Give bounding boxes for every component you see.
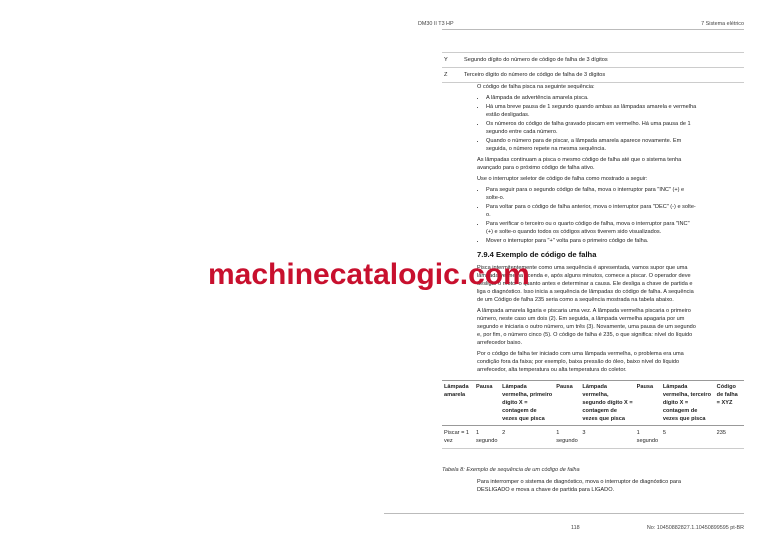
column-header: Lâmpada vermelha, primeiro dígito X = contagem de vezes que pisca bbox=[500, 381, 554, 426]
paragraph: Use o interruptor seletor de código de falha como mostrado a seguir: bbox=[477, 176, 648, 182]
paragraph: O código de falha pisca na seguinte sequência: bbox=[477, 84, 595, 90]
column-header: Pausa bbox=[474, 381, 500, 426]
table-cell: 2 bbox=[500, 426, 554, 449]
definition-value: Segundo dígito do número de código de falha de 3 dígitos bbox=[462, 53, 744, 68]
definition-value: Terceiro dígito do número de código de falha de 3 dígitos bbox=[462, 68, 744, 83]
paragraph: Para interromper o sistema de diagnóstico, mova o interruptor de diagnóstico para DESLIGADO e mova a chave de partida para LIGADO. bbox=[477, 479, 681, 493]
header-divider bbox=[442, 29, 744, 30]
list-item: • Para verificar o terceiro ou o quarto código de falha, mova o interruptor para "INC" (+) e solte-o quando todos os códigos ativos tiverem sido visualizados. bbox=[486, 220, 697, 236]
table-cell: 5 bbox=[661, 426, 715, 449]
table-row bbox=[442, 426, 744, 449]
paragraph: Pisca intermitentemente como uma sequência é apresentada, vamos supor que uma lâmpada vermelha acenda e, após alguns minutos, comece a piscar. O operador deve desligar o motor o quanto antes e determinar a causa. Ele desliga a chave de partida e liga o diagnóstico. Isso inicia a sequência de lâmpadas do código de falha. A sequência de um Código de falha 235 seria como a sequência mostrada na tabela abaixo. bbox=[477, 265, 694, 303]
paragraph: As lâmpadas continuam a pisca o mesmo código de falha até que o sistema tenha avançado para o próximo código de falha ativo. bbox=[477, 157, 682, 171]
list-item: • Mover o interruptor para "+" volta para o primeiro código de falha. bbox=[486, 237, 697, 245]
section-heading: 7.9.4 Exemplo de código de falha bbox=[477, 250, 597, 259]
footer-divider bbox=[384, 513, 744, 514]
list-item: • Há uma breve pausa de 1 segundo quando ambas as lâmpadas amarela e vermelha estão desligadas. bbox=[486, 103, 697, 119]
definition-key: Z bbox=[442, 68, 462, 83]
paragraph: A lâmpada amarela ligaria e piscaria uma vez. A lâmpada vermelha piscaria o primeiro número, neste caso um dois (2). Em seguida, a lâmpada vermelha apagaria por um segundo e iniciaria o outro número, um três (3). Novamente, uma pausa de um segundo e, por fim, o número cinco (5). O código de falha é 235, o que significa: nível do líquido arrefecedor baixo. bbox=[477, 308, 696, 346]
paragraph: Por o código de falha ter iniciado com uma lâmpada vermelha, o problema era uma condição fora da faixa; por exemplo, baixa pressão do óleo, baixo nível do líquido arrefecedor, alta temperatura ou alta temperatura do coletor. bbox=[477, 351, 684, 373]
list-item: • Os números do código de falha gravado piscam em vermelho. Há uma pausa de 1 segundo entre cada número. bbox=[486, 120, 697, 136]
document-number: No: 10450882827.1.10450899595 pt-BR bbox=[646, 525, 744, 531]
table-cell: 1 segundo bbox=[554, 426, 580, 449]
list-item: • A lâmpada de advertência amarela pisca. bbox=[486, 94, 697, 102]
column-header: Pausa bbox=[635, 381, 661, 426]
definition-table bbox=[442, 52, 744, 83]
header-document-title: DM30 II T3 HP bbox=[418, 21, 454, 27]
column-header: Código de falha = XYZ bbox=[715, 381, 744, 426]
watermark-text: machinecatalogic.com bbox=[208, 258, 530, 291]
table-cell: 235 bbox=[715, 426, 744, 449]
column-header: Lâmpada vermelha, terceiro dígito X = contagem de vezes que pisca bbox=[661, 381, 715, 426]
bullet-list bbox=[477, 94, 697, 153]
table-cell: 1 segundo bbox=[635, 426, 661, 449]
intro-block bbox=[477, 83, 697, 248]
column-header: Lâmpada vermelha, segundo dígito X = contagem de vezes que pisca bbox=[580, 381, 634, 426]
table-caption: Tabela 8: Exemplo de sequência de um código de falha bbox=[442, 467, 580, 473]
list-item: • Para voltar para o código de falha anterior, mova o interruptor para "DEC" (-) e solte-o. bbox=[486, 203, 697, 219]
table-cell: 3 bbox=[580, 426, 634, 449]
table-header-row bbox=[442, 381, 744, 426]
table-cell: Piscar = 1 vez bbox=[442, 426, 474, 449]
table-cell: 1 segundo bbox=[474, 426, 500, 449]
list-item: • Para seguir para o segundo código de falha, mova o interruptor para "INC" (+) e solte-o. bbox=[486, 186, 697, 202]
bullet-list bbox=[477, 186, 697, 245]
page-number: 118 bbox=[571, 525, 580, 531]
sequence-table bbox=[442, 380, 744, 449]
column-header: Pausa bbox=[554, 381, 580, 426]
header-chapter-title: 7 Sistema elétrico bbox=[701, 21, 744, 27]
column-header: Lâmpada amarela bbox=[442, 381, 474, 426]
table-row bbox=[442, 68, 744, 83]
definition-key: Y bbox=[442, 53, 462, 68]
table-row bbox=[442, 53, 744, 68]
list-item: • Quando o número para de piscar, a lâmpada amarela aparece novamente. Em seguida, o número repete na mesma sequência. bbox=[486, 137, 697, 153]
